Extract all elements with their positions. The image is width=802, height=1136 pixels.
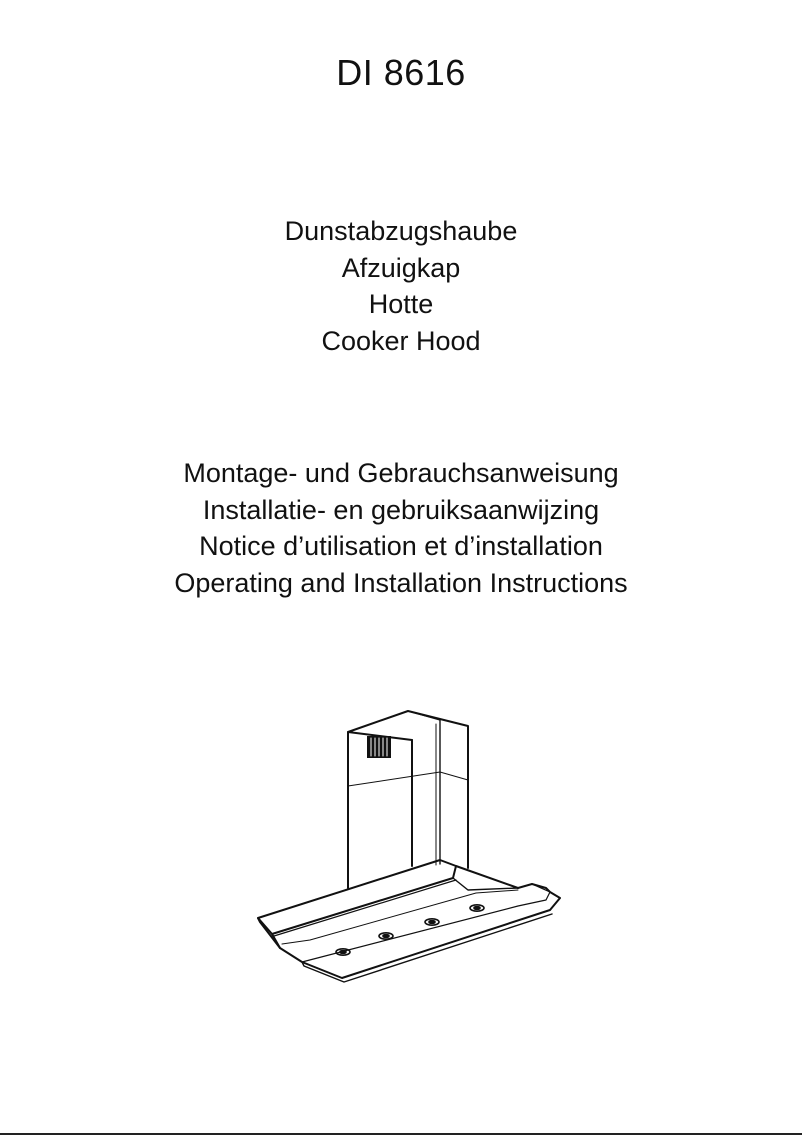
product-name-german: Dunstabzugshaube	[284, 216, 518, 246]
product-name-french: Hotte	[368, 289, 434, 319]
doc-type-german: Montage- und Gebrauchsanweisung	[183, 458, 619, 488]
chimney	[348, 711, 468, 888]
canopy	[258, 860, 560, 982]
cooker-hood-illustration	[250, 700, 570, 985]
doc-type-dutch: Installatie- en gebruiksaanwijzing	[202, 494, 600, 525]
doc-type-english: Operating and Installation Instructions	[174, 567, 628, 598]
bottom-rule	[0, 1133, 802, 1135]
product-name-list	[0, 213, 802, 359]
model-title: DI 8616	[336, 52, 466, 93]
product-name-dutch: Afzuigkap	[341, 252, 461, 283]
document-type-list	[0, 455, 802, 601]
product-name-english: Cooker Hood	[321, 325, 481, 356]
doc-type-french: Notice d’utilisation et d’installation	[199, 531, 603, 561]
